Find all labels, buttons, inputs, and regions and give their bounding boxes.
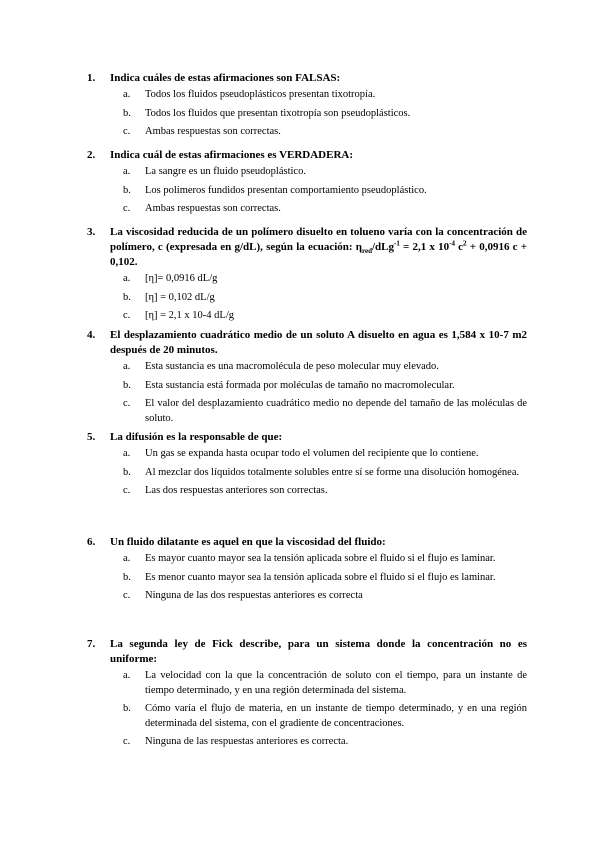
question-6 [87,535,527,608]
option-letter: c. [123,736,131,747]
question-text: El desplazamiento cuadrático medio de un soluto A disuelto en agua es 1,584 x 10-7 m2 después de 20 minutos. [110,329,527,356]
option-b [123,466,527,481]
option-c [123,484,527,499]
question-number: 3. [87,226,96,238]
option-letter: b. [123,184,131,196]
option-c [123,202,527,217]
option-text: La sangre es un fluido pseudoplástico. [145,166,306,177]
option-letter: c. [123,203,131,214]
option-text: Esta sustancia está formada por moléculas de tamaño no macromolecular. [145,379,455,391]
option-text: Es menor cuanto mayor sea la tensión aplicada sobre el fluido si el flujo es laminar. [145,571,496,583]
option-text: [η] = 2,1 x 10-4 dL/g [145,310,234,321]
question-number: 4. [87,329,96,341]
option-b [123,291,527,306]
option-c [123,397,527,426]
question-text: La segunda ley de Fick describe, para un sistema donde la concentración no es uniforme: [110,638,527,665]
option-text: Esta sustancia es una macromolécula de peso molecular muy elevado. [145,361,439,372]
question-7 [87,637,527,754]
option-c [123,589,527,604]
option-letter: a. [123,361,131,372]
question-number: 5. [87,431,96,443]
option-text: El valor del desplazamiento cuadrático medio no depende del tamaño de las moléculas de soluto. [145,398,527,424]
option-a [123,669,527,698]
option-text: Es mayor cuanto mayor sea la tensión aplicada sobre el fluido si el flujo es laminar. [145,553,496,564]
option-c [123,125,527,140]
option-text: Todos los fluidos pseudoplásticos presentan tixotropía. [145,89,376,100]
option-letter: c. [123,398,131,409]
option-letter: b. [123,466,131,478]
question-3 [87,225,527,328]
option-letter: b. [123,291,131,303]
option-text: Los polímeros fundidos presentan comportamiento pseudoplástico. [145,184,427,196]
option-letter: b. [123,107,131,119]
option-letter: b. [123,703,131,714]
option-letter: a. [123,89,131,100]
option-b [123,184,527,199]
option-letter: c. [123,126,131,137]
question-text: La viscosidad reducida de un polímero disuelto en tolueno varía con la concentración de polímero, c (expresada en g/dL), según la ecuación: $\eta_{red}/dLg^{-1} = 2,1$ x $10^{-4}$ $c^2 + 0,0916$ c + 0,102. [110,226,527,268]
question-5 [87,430,527,503]
option-a [123,360,527,375]
option-b [123,107,527,122]
option-letter: a. [123,670,131,681]
option-text: Ambas respuestas son correctas. [145,203,281,214]
option-c [123,309,527,324]
option-text: Ninguna de las dos respuestas anteriores es correcta [145,590,363,601]
option-letter: a. [123,166,131,177]
option-a [123,447,527,462]
question-4 [87,328,527,430]
option-a [123,165,527,180]
option-text: [η] = 0,102 dL/g [145,291,215,303]
option-text: Cómo varía el flujo de materia, en un instante de tiempo determinado, y en una región determinada del sistema, con el gradiente de concentraciones. [145,703,527,729]
question-text: La difusión es la responsable de que: [110,431,283,443]
question-number: 6. [87,536,96,548]
option-letter: c. [123,310,131,321]
option-a [123,552,527,567]
question-2 [87,148,527,221]
option-letter: b. [123,571,131,583]
option-letter: b. [123,379,131,391]
option-b [123,571,527,586]
question-number: 1. [87,72,96,84]
question-text: Un fluido dilatante es aquel en que la viscosidad del fluido: [110,536,386,548]
option-a [123,88,527,103]
option-c [123,735,527,750]
option-text: Ninguna de las respuestas anteriores es correcta. [145,736,349,747]
option-text: Un gas se expanda hasta ocupar todo el volumen del recipiente que lo contiene. [145,448,479,459]
option-a [123,272,527,287]
option-text: La velocidad con la que la concentración de soluto con el tiempo, para un instante de tiempo determinado, y en una región determinada del sistema. [145,670,527,696]
option-letter: c. [123,485,131,496]
question-text: Indica cuáles de estas afirmaciones son FALSAS: [110,72,341,84]
option-letter: c. [123,590,131,601]
option-text: Ambas respuestas son correctas. [145,126,281,137]
option-b [123,702,527,731]
option-letter: a. [123,273,131,284]
question-1 [87,71,527,144]
option-text: Las dos respuestas anteriores son correctas. [145,485,328,496]
option-letter: a. [123,448,131,459]
question-number: 7. [87,638,96,650]
option-text: Al mezclar dos líquidos totalmente solubles entre sí se forme una disolución homogénea. [145,466,520,478]
question-text: Indica cuál de estas afirmaciones es VERDADERA: [110,149,354,161]
option-text: [η]= 0,0916 dL/g [145,273,218,284]
option-text: Todos los fluidos que presentan tixotropía son pseudoplásticos. [145,107,411,119]
option-b [123,379,527,394]
question-number: 2. [87,149,96,161]
option-letter: a. [123,553,131,564]
